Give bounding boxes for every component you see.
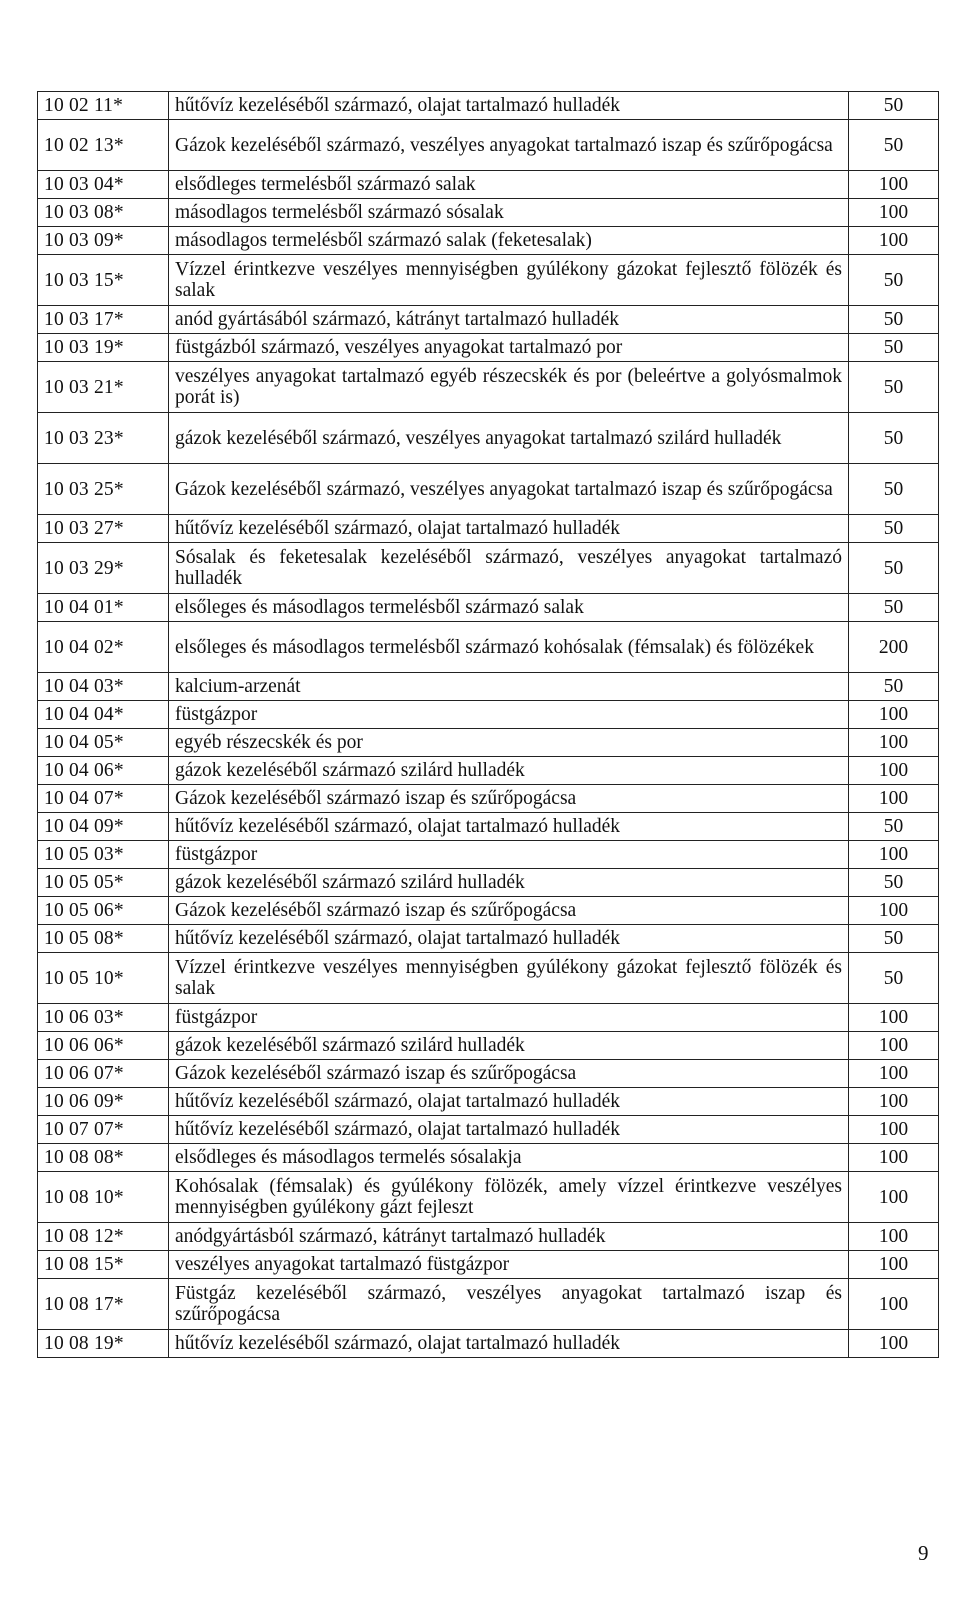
waste-code-cell: 10 05 10* bbox=[38, 953, 169, 1004]
quantity-cell: 100 bbox=[849, 1032, 939, 1060]
quantity-cell: 50 bbox=[849, 413, 939, 464]
waste-code-cell: 10 04 03* bbox=[38, 673, 169, 701]
description-cell: hűtővíz kezeléséből származó, olajat tartalmazó hulladék bbox=[169, 515, 849, 543]
table-row bbox=[38, 1060, 939, 1088]
quantity-cell: 100 bbox=[849, 1004, 939, 1032]
description-cell: hűtővíz kezeléséből származó, olajat tartalmazó hulladék bbox=[169, 92, 849, 120]
quantity-cell: 50 bbox=[849, 953, 939, 1004]
description-cell: elsődleges és másodlagos termelés sósalakja bbox=[169, 1144, 849, 1172]
quantity-cell: 100 bbox=[849, 1060, 939, 1088]
description-cell: Füstgáz kezeléséből származó, veszélyes anyagokat tartalmazó iszap és szűrőpogácsa bbox=[169, 1279, 849, 1330]
description-cell: Kohósalak (fémsalak) és gyúlékony fölözék, amely vízzel érintkezve veszélyes mennyiségben gyúlékony gázt fejleszt bbox=[169, 1172, 849, 1223]
table-row bbox=[38, 1279, 939, 1330]
quantity-cell: 50 bbox=[849, 869, 939, 897]
waste-code-cell: 10 06 09* bbox=[38, 1088, 169, 1116]
description-cell: gázok kezeléséből származó szilárd hulladék bbox=[169, 869, 849, 897]
waste-code-cell: 10 06 07* bbox=[38, 1060, 169, 1088]
description-cell: füstgázból származó, veszélyes anyagokat tartalmazó por bbox=[169, 334, 849, 362]
description-cell: füstgázpor bbox=[169, 1004, 849, 1032]
description-cell: gázok kezeléséből származó szilárd hulladék bbox=[169, 757, 849, 785]
table-row bbox=[38, 1032, 939, 1060]
quantity-cell: 100 bbox=[849, 757, 939, 785]
description-cell: Sósalak és feketesalak kezeléséből származó, veszélyes anyagokat tartalmazó hulladék bbox=[169, 543, 849, 594]
quantity-cell: 50 bbox=[849, 120, 939, 171]
waste-code-cell: 10 08 12* bbox=[38, 1223, 169, 1251]
description-cell: Gázok kezeléséből származó, veszélyes anyagokat tartalmazó iszap és szűrőpogácsa bbox=[169, 120, 849, 171]
table-row bbox=[38, 199, 939, 227]
waste-code-cell: 10 08 08* bbox=[38, 1144, 169, 1172]
waste-code-cell: 10 03 04* bbox=[38, 171, 169, 199]
quantity-cell: 100 bbox=[849, 1330, 939, 1358]
quantity-cell: 100 bbox=[849, 785, 939, 813]
description-cell: Vízzel érintkezve veszélyes mennyiségben gyúlékony gázokat fejlesztő fölözék és salak bbox=[169, 953, 849, 1004]
table-row bbox=[38, 1144, 939, 1172]
description-cell: elsőleges és másodlagos termelésből származó salak bbox=[169, 594, 849, 622]
quantity-cell: 100 bbox=[849, 841, 939, 869]
waste-code-cell: 10 04 06* bbox=[38, 757, 169, 785]
waste-code-cell: 10 04 05* bbox=[38, 729, 169, 757]
waste-code-cell: 10 02 13* bbox=[38, 120, 169, 171]
page-number: 9 bbox=[918, 1541, 929, 1565]
table-row bbox=[38, 1330, 939, 1358]
description-cell: veszélyes anyagokat tartalmazó füstgázpor bbox=[169, 1251, 849, 1279]
description-cell: hűtővíz kezeléséből származó, olajat tartalmazó hulladék bbox=[169, 1088, 849, 1116]
quantity-cell: 50 bbox=[849, 464, 939, 515]
table-row bbox=[38, 464, 939, 515]
quantity-cell: 50 bbox=[849, 515, 939, 543]
table-row bbox=[38, 622, 939, 673]
description-cell: Gázok kezeléséből származó, veszélyes anyagokat tartalmazó iszap és szűrőpogácsa bbox=[169, 464, 849, 515]
description-cell: veszélyes anyagokat tartalmazó egyéb részecskék és por (beleértve a golyósmalmok porát is) bbox=[169, 362, 849, 413]
description-cell: Gázok kezeléséből származó iszap és szűrőpogácsa bbox=[169, 897, 849, 925]
quantity-cell: 100 bbox=[849, 897, 939, 925]
waste-code-table bbox=[37, 91, 939, 1358]
description-cell: hűtővíz kezeléséből származó, olajat tartalmazó hulladék bbox=[169, 813, 849, 841]
table-row bbox=[38, 785, 939, 813]
quantity-cell: 200 bbox=[849, 622, 939, 673]
table-row bbox=[38, 120, 939, 171]
quantity-cell: 50 bbox=[849, 92, 939, 120]
description-cell: egyéb részecskék és por bbox=[169, 729, 849, 757]
quantity-cell: 100 bbox=[849, 1144, 939, 1172]
table-row bbox=[38, 227, 939, 255]
quantity-cell: 100 bbox=[849, 227, 939, 255]
table-row bbox=[38, 1172, 939, 1223]
quantity-cell: 50 bbox=[849, 362, 939, 413]
waste-code-cell: 10 04 09* bbox=[38, 813, 169, 841]
table-row bbox=[38, 1116, 939, 1144]
description-cell: Gázok kezeléséből származó iszap és szűrőpogácsa bbox=[169, 785, 849, 813]
waste-code-cell: 10 03 27* bbox=[38, 515, 169, 543]
quantity-cell: 100 bbox=[849, 1279, 939, 1330]
waste-code-cell: 10 02 11* bbox=[38, 92, 169, 120]
table-row bbox=[38, 413, 939, 464]
description-cell: füstgázpor bbox=[169, 701, 849, 729]
waste-code-cell: 10 08 19* bbox=[38, 1330, 169, 1358]
waste-code-cell: 10 03 23* bbox=[38, 413, 169, 464]
table-row bbox=[38, 306, 939, 334]
quantity-cell: 50 bbox=[849, 543, 939, 594]
waste-code-cell: 10 08 17* bbox=[38, 1279, 169, 1330]
table-row bbox=[38, 869, 939, 897]
table-row bbox=[38, 673, 939, 701]
waste-code-cell: 10 04 07* bbox=[38, 785, 169, 813]
description-cell: Vízzel érintkezve veszélyes mennyiségben gyúlékony gázokat fejlesztő fölözék és salak bbox=[169, 255, 849, 306]
table-row bbox=[38, 515, 939, 543]
quantity-cell: 100 bbox=[849, 171, 939, 199]
table-row bbox=[38, 1223, 939, 1251]
waste-code-cell: 10 03 19* bbox=[38, 334, 169, 362]
table-row bbox=[38, 925, 939, 953]
waste-code-cell: 10 07 07* bbox=[38, 1116, 169, 1144]
table-row bbox=[38, 701, 939, 729]
table-row bbox=[38, 897, 939, 925]
quantity-cell: 50 bbox=[849, 594, 939, 622]
quantity-cell: 100 bbox=[849, 701, 939, 729]
description-cell: anód gyártásából származó, kátrányt tartalmazó hulladék bbox=[169, 306, 849, 334]
table-row bbox=[38, 953, 939, 1004]
description-cell: anódgyártásból származó, kátrányt tartalmazó hulladék bbox=[169, 1223, 849, 1251]
description-cell: elsőleges és másodlagos termelésből származó kohósalak (fémsalak) és fölözékek bbox=[169, 622, 849, 673]
waste-code-cell: 10 03 09* bbox=[38, 227, 169, 255]
waste-code-cell: 10 06 06* bbox=[38, 1032, 169, 1060]
quantity-cell: 50 bbox=[849, 673, 939, 701]
description-cell: gázok kezeléséből származó, veszélyes anyagokat tartalmazó szilárd hulladék bbox=[169, 413, 849, 464]
table-row bbox=[38, 1004, 939, 1032]
table-row bbox=[38, 255, 939, 306]
waste-code-cell: 10 03 08* bbox=[38, 199, 169, 227]
waste-code-cell: 10 03 15* bbox=[38, 255, 169, 306]
waste-code-cell: 10 08 15* bbox=[38, 1251, 169, 1279]
quantity-cell: 100 bbox=[849, 1223, 939, 1251]
table-body bbox=[38, 92, 939, 1358]
waste-code-cell: 10 05 05* bbox=[38, 869, 169, 897]
waste-code-cell: 10 04 01* bbox=[38, 594, 169, 622]
waste-code-cell: 10 08 10* bbox=[38, 1172, 169, 1223]
waste-code-cell: 10 03 25* bbox=[38, 464, 169, 515]
table-row bbox=[38, 757, 939, 785]
waste-code-cell: 10 05 03* bbox=[38, 841, 169, 869]
description-cell: hűtővíz kezeléséből származó, olajat tartalmazó hulladék bbox=[169, 1330, 849, 1358]
waste-code-cell: 10 06 03* bbox=[38, 1004, 169, 1032]
description-cell: másodlagos termelésből származó salak (feketesalak) bbox=[169, 227, 849, 255]
quantity-cell: 100 bbox=[849, 1088, 939, 1116]
quantity-cell: 50 bbox=[849, 255, 939, 306]
quantity-cell: 100 bbox=[849, 1116, 939, 1144]
description-cell: hűtővíz kezeléséből származó, olajat tartalmazó hulladék bbox=[169, 925, 849, 953]
waste-code-cell: 10 05 08* bbox=[38, 925, 169, 953]
description-cell: elsődleges termelésből származó salak bbox=[169, 171, 849, 199]
table-row bbox=[38, 1088, 939, 1116]
waste-code-cell: 10 04 04* bbox=[38, 701, 169, 729]
table-row bbox=[38, 1251, 939, 1279]
table-row bbox=[38, 813, 939, 841]
quantity-cell: 100 bbox=[849, 1251, 939, 1279]
waste-code-cell: 10 03 29* bbox=[38, 543, 169, 594]
table-row bbox=[38, 92, 939, 120]
description-cell: Gázok kezeléséből származó iszap és szűrőpogácsa bbox=[169, 1060, 849, 1088]
quantity-cell: 100 bbox=[849, 199, 939, 227]
quantity-cell: 100 bbox=[849, 1172, 939, 1223]
waste-code-cell: 10 05 06* bbox=[38, 897, 169, 925]
table-row bbox=[38, 334, 939, 362]
waste-code-cell: 10 03 21* bbox=[38, 362, 169, 413]
table-row bbox=[38, 729, 939, 757]
table-row bbox=[38, 543, 939, 594]
waste-code-cell: 10 03 17* bbox=[38, 306, 169, 334]
quantity-cell: 50 bbox=[849, 925, 939, 953]
table-row bbox=[38, 594, 939, 622]
table-row bbox=[38, 841, 939, 869]
description-cell: füstgázpor bbox=[169, 841, 849, 869]
quantity-cell: 50 bbox=[849, 813, 939, 841]
quantity-cell: 100 bbox=[849, 729, 939, 757]
quantity-cell: 50 bbox=[849, 334, 939, 362]
waste-code-cell: 10 04 02* bbox=[38, 622, 169, 673]
description-cell: másodlagos termelésből származó sósalak bbox=[169, 199, 849, 227]
table-row bbox=[38, 362, 939, 413]
quantity-cell: 50 bbox=[849, 306, 939, 334]
table-row bbox=[38, 171, 939, 199]
description-cell: kalcium-arzenát bbox=[169, 673, 849, 701]
description-cell: hűtővíz kezeléséből származó, olajat tartalmazó hulladék bbox=[169, 1116, 849, 1144]
description-cell: gázok kezeléséből származó szilárd hulladék bbox=[169, 1032, 849, 1060]
